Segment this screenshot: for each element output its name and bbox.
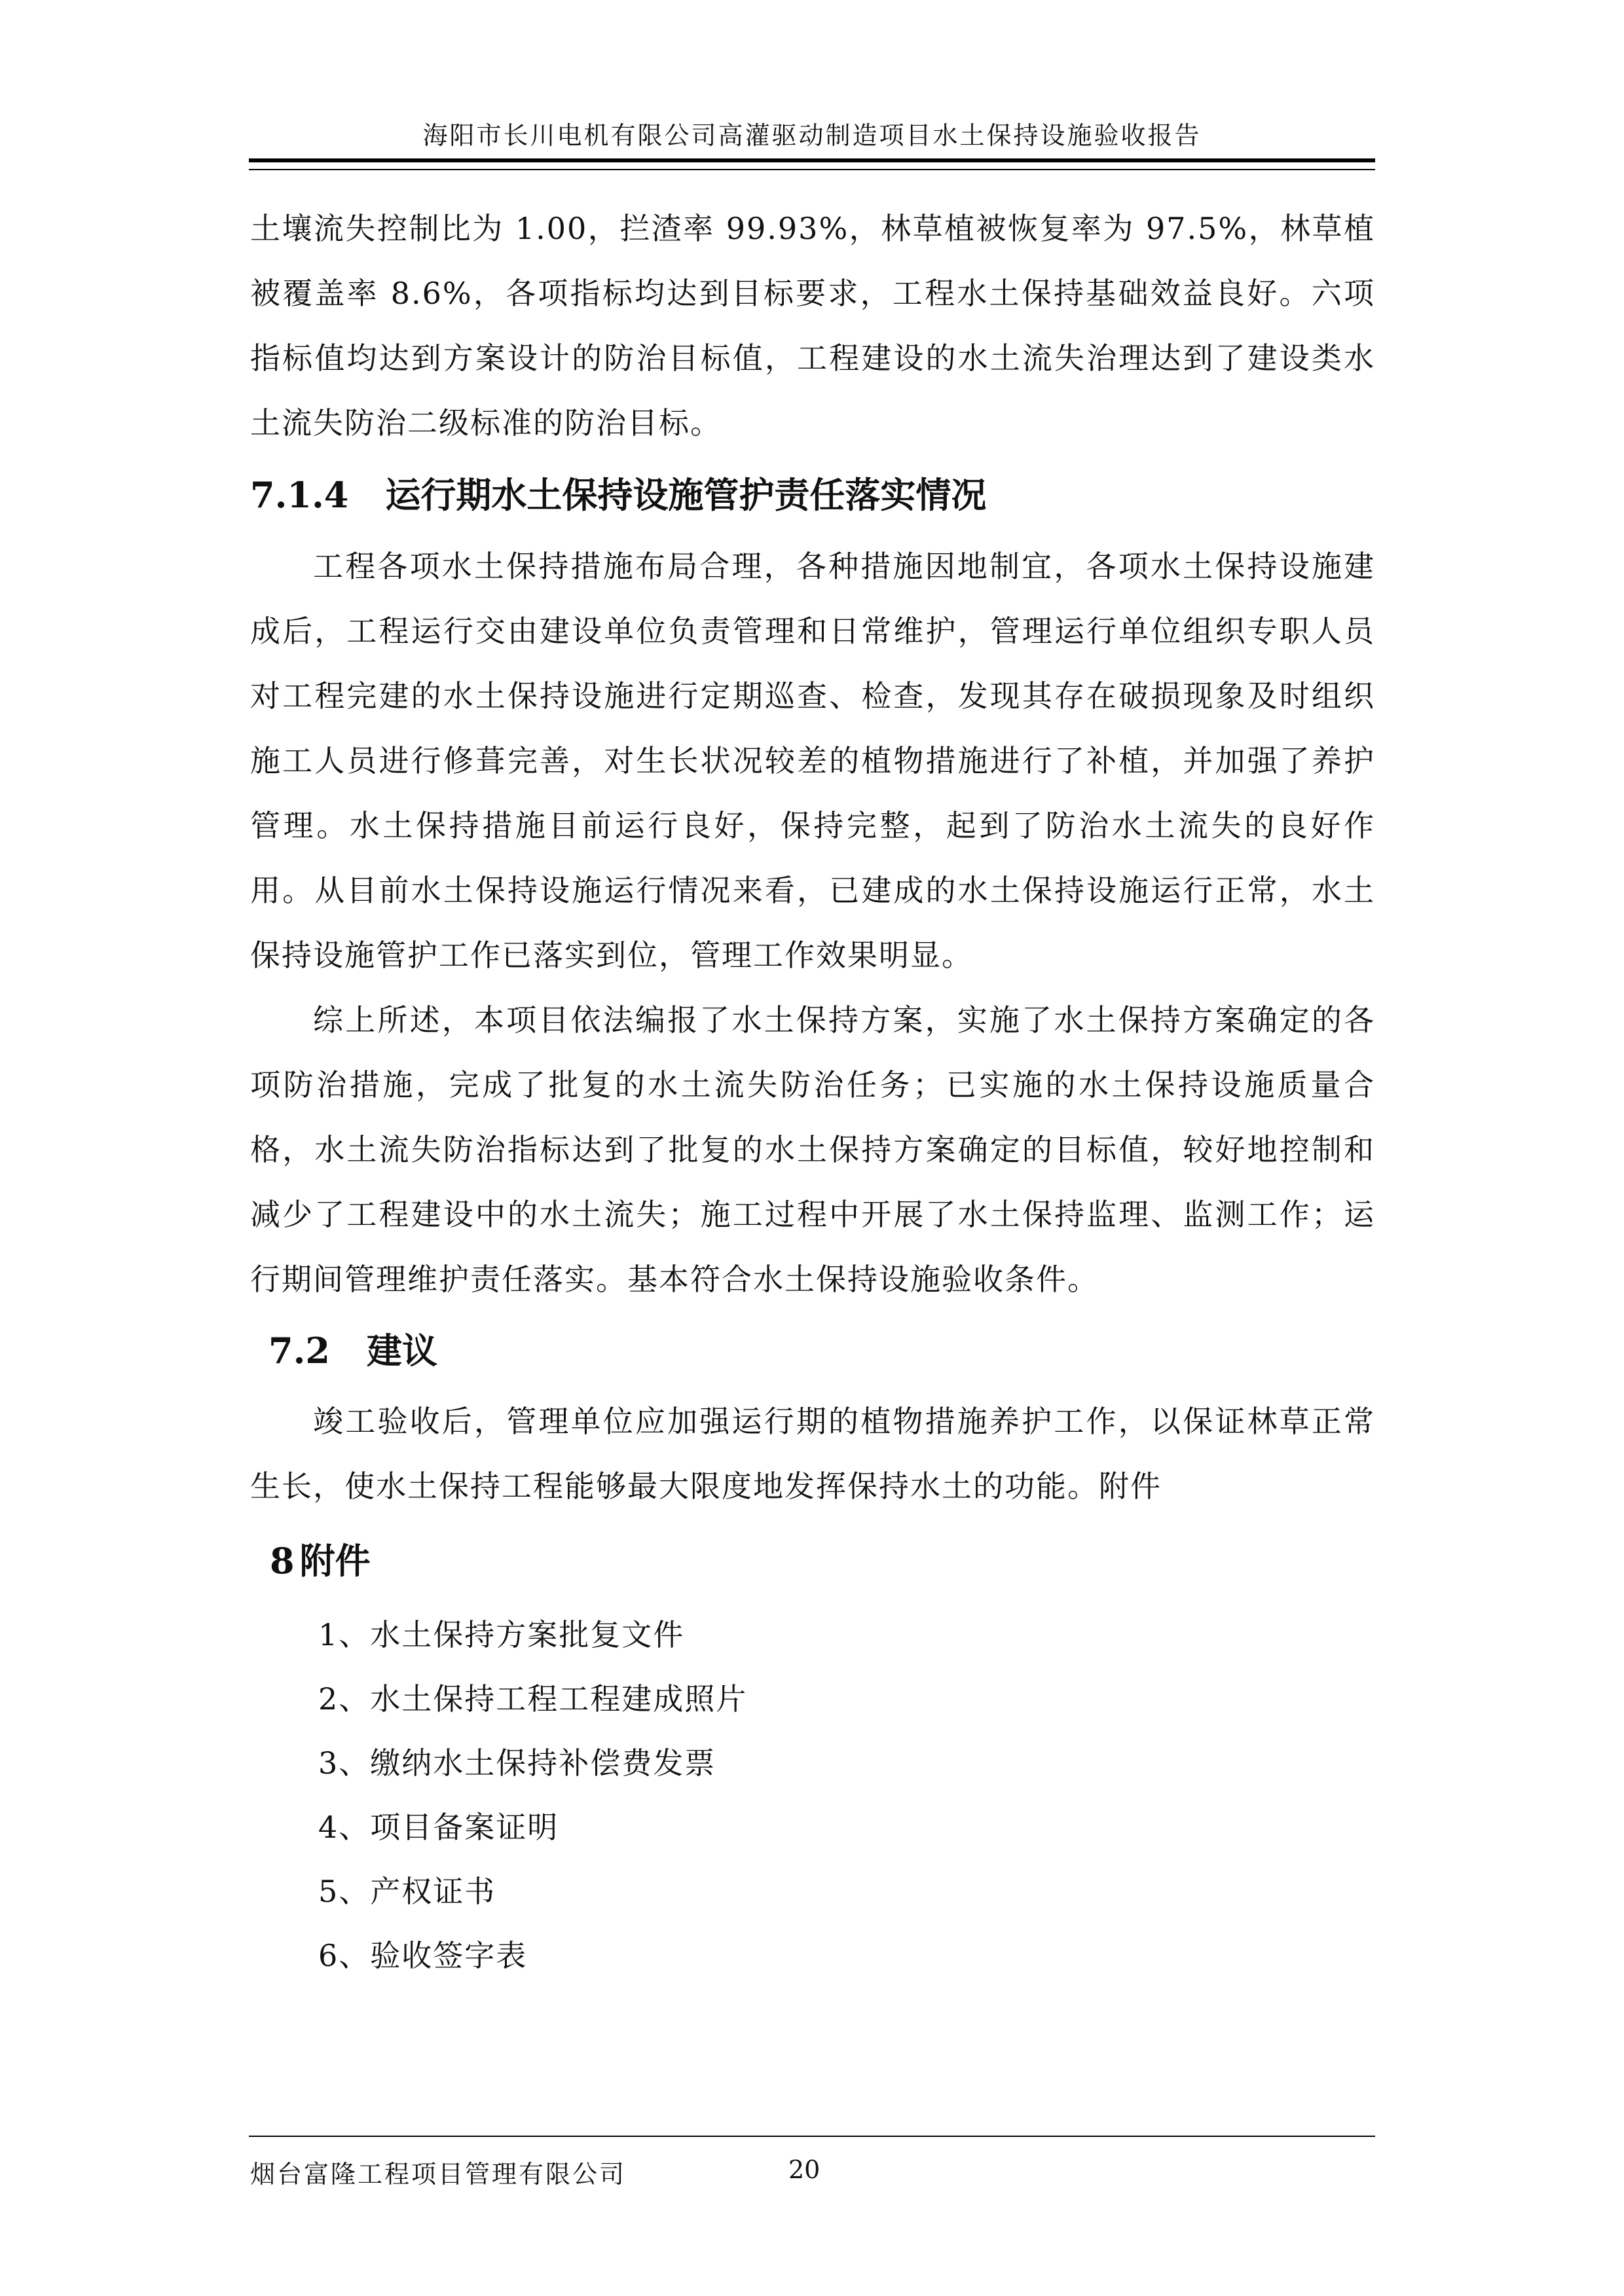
section-number: 7.1.4	[250, 474, 349, 516]
page-number: 20	[788, 2155, 821, 2184]
attachment-item: 2、水土保持工程工程建成照片	[318, 1681, 748, 1717]
header-title: 海阳市长川电机有限公司高灌驱动制造项目水土保持设施验收报告	[422, 121, 1202, 150]
section-title: 建议	[366, 1330, 437, 1372]
section-title: 附件	[299, 1540, 371, 1582]
attachment-list	[318, 1603, 1375, 1988]
section-number: 7.2	[268, 1330, 330, 1372]
footer-company: 烟台富隆工程项目管理有限公司	[250, 2160, 627, 2189]
paragraph-suggestion: 竣工验收后，管理单位应加强运行期的植物措施养护工作，以保证林草正常生长，使水土保持工程能够最大限度地发挥保持水土的功能。附件	[250, 1404, 1375, 1504]
paragraph-summary: 综上所述，本项目依法编报了水土保持方案，实施了水土保持方案确定的各项防治措施，完成了批复的水土流失防治任务；已实施的水土保持设施质量合格，水土流失防治指标达到了批复的水土保持方案确定的目标值，较好地控制和减少了工程建设中的水土流失；施工过程中开展了水土保持监理、监测工作；运行期间管理维护责任落实。基本符合水土保持设施验收条件。	[250, 1002, 1375, 1297]
section-8-heading	[270, 1519, 1375, 1603]
footer-rule	[249, 2136, 1375, 2137]
page-body	[250, 196, 1375, 1988]
header-rule-thick	[249, 158, 1375, 162]
attachment-item: 3、缴纳水土保持补偿费发票	[318, 1745, 716, 1781]
attachment-item: 4、项目备案证明	[318, 1810, 559, 1845]
section-7-2-heading	[268, 1312, 1375, 1389]
header-rule-thin	[249, 169, 1375, 170]
attachment-item: 1、水土保持方案批复文件	[318, 1617, 685, 1652]
section-number: 8	[270, 1540, 295, 1582]
section-7-1-4-heading	[250, 456, 1375, 534]
paragraph-indicators: 土壤流失控制比为 1.00，拦渣率 99.93%，林草植被恢复率为 97.5%，林草植被覆盖率 8.6%，各项指标均达到目标要求，工程水土保持基础效益良好。六项指标值均达到方案设计的防治目标值，工程建设的水土流失治理达到了建设类水土流失防治二级标准的防治目标。	[250, 211, 1375, 441]
section-title: 运行期水土保持设施管护责任落实情况	[385, 474, 987, 516]
paragraph-maintenance: 工程各项水土保持措施布局合理，各种措施因地制宜，各项水土保持设施建成后，工程运行交由建设单位负责管理和日常维护，管理运行单位组织专职人员对工程完建的水土保持设施进行定期巡查、检查，发现其存在破损现象及时组织施工人员进行修葺完善，对生长状况较差的植物措施进行了补植，并加强了养护管理。水土保持措施目前运行良好，保持完整，起到了防治水土流失的良好作用。从目前水土保持设施运行情况来看，已建成的水土保持设施运行正常，水土保持设施管护工作已落实到位，管理工作效果明显。	[250, 549, 1375, 973]
attachment-item: 5、产权证书	[318, 1874, 496, 1909]
attachment-item: 6、验收签字表	[318, 1938, 528, 1973]
